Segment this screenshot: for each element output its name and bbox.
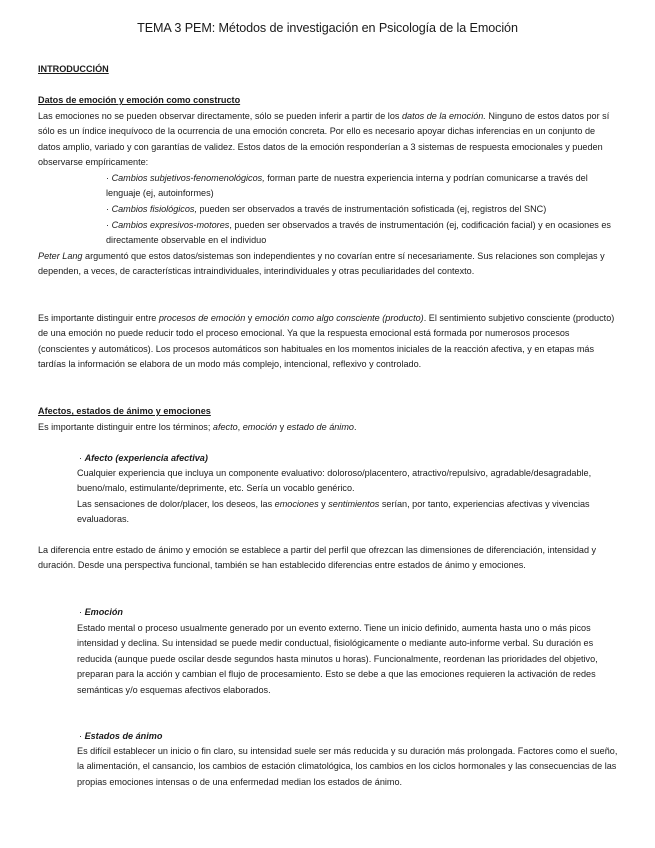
text-run: Las emociones no se pueden observar directamente, sólo se pueden inferir a partir de los (38, 111, 402, 121)
bullet-dot: · (106, 204, 112, 214)
definition-text-emocion: Estado mental o proceso usualmente generado por un evento externo. Tiene un inicio definido, aumenta hasta uno o más picos intensidad y declina. Su intensidad se puede medir conductual, fisiológicamente o mediante auto-informe verbal. Su duración es reducida (aunque puede oscilar desde segundos hasta minutos u horas). Funcionalmente, reordenan las prioridades del objetivo, preparan para la acción y cambian el flujo de procesamiento. Esto se debe a que las emociones requieren la activación de redes semánticas y/o esquemas afectivos elaborados. (77, 623, 598, 695)
paragraph-procesos-emocion (38, 311, 618, 373)
emphasis-estados-title: Estados de ánimo (84, 731, 163, 741)
subsection-heading-datos: Datos de emoción y emoción como constructo (38, 95, 241, 105)
emphasis-afecto-title: Afecto (experiencia afectiva) (84, 453, 208, 463)
definition-text-afecto: Cualquier experiencia que incluya un componente evaluativo: doloroso/placentero, atractivo/repulsivo, agradable/desagradable, bueno/malo, estimulante/deprimente, etc. Sería un vocablo genérico. (77, 468, 592, 494)
emphasis-expresivos: Cambios expresivos-motores (111, 220, 230, 230)
text-run: y (245, 313, 255, 323)
emphasis-subjetivos: Cambios subjetivos-fenomenológicos, (111, 173, 265, 183)
text-run: , pueden ser observados a través de instrumentación (ej, codificación facial) y en ocasiones es directamente observable en el individuo (106, 220, 611, 246)
list-item-expresivos (106, 218, 616, 249)
emphasis-estado-animo: estado de ánimo (286, 422, 354, 432)
bullet-dot: · (79, 607, 85, 617)
paragraph-distinguir-terminos (38, 420, 618, 435)
definition-text-afecto-2 (77, 497, 621, 528)
text-run: argumentó que estos datos/sistemas son independientes y no covarían entre sí necesariamente. Sus relaciones son complejas y dependen, a veces, de características intraindividuales, interindividuales y otras peculiaridades del contexto. (38, 251, 605, 277)
text-run: y (318, 499, 329, 509)
text-run: Ninguno de estos datos por sí sólo es un índice inequívoco de la ocurrencia de una emoción concreta. Por ello es necesario apoyar dichas inferencias en un conjunto de datos amplio, variado y con garantías de validez. Estos datos de la emoción responderían a 3 sistemas de respuesta emocionales y pueden observarse empíricamente: (38, 111, 610, 168)
emphasis-afecto: afecto (212, 422, 238, 432)
text-run: forman parte de nuestra experiencia interna y podrían comunicarse a través del lenguaje (ej, autoinformes) (106, 173, 588, 199)
paragraph-datos-emocion (38, 109, 618, 171)
bullet-dot: · (106, 173, 112, 183)
emphasis-emocion: emoción (242, 422, 278, 432)
paragraph-peter-lang (38, 249, 618, 280)
definition-text-estados: Es difícil establecer un inicio o fin claro, su intensidad suele ser más reducida y su duración más prolongada. Factores como el sueño, la alimentación, el cansancio, los cambios de estación climatológica, los cambios en los ciclos hormonales y las consecuencias de las propias emociones intensas o de una enfermedad median los estados de ánimo. (77, 746, 618, 787)
emphasis-emociones: emociones (274, 499, 319, 509)
bullet-dot: · (106, 220, 112, 230)
bullet-dot: · (79, 731, 85, 741)
emphasis-producto: emoción como algo consciente (producto) (254, 313, 424, 323)
text-run: Es importante distinguir entre (38, 313, 159, 323)
text-run: serían, por tanto, experiencias afectivas y vivencias evaluadoras. (77, 499, 590, 525)
text-run: Las sensaciones de dolor/placer, los deseos, las (77, 499, 275, 509)
text-run: . (353, 422, 357, 432)
bullet-dot: · (79, 453, 85, 463)
subsection-heading-afectos: Afectos, estados de ánimo y emociones (38, 406, 211, 416)
text-run: , (237, 422, 243, 432)
text-run: . El sentimiento subjetivo consciente (producto) de una emoción no puede reducir todo el proceso emocional. Ya que la respuesta emocional está formada por numerosos procesos (conscientes y automáticos). Los procesos automáticos son habituales en los momentos iniciales de la reacción afectiva, y en etapas más tardías la información se elabora de un modo más complejo, intencional, reflexivo y controlado. (38, 313, 615, 370)
paragraph-diferencia: La diferencia entre estado de ánimo y emoción se establece a partir del perfil que ofrezcan las dimensiones de diferenciación, intensidad y duración. Desde una perspectiva funcional, también se han establecido diferencias entre estados de ánimo y emociones. (38, 545, 597, 571)
emphasis-sentimientos: sentimientos (328, 499, 380, 509)
text-run: pueden ser observados a través de instrumentación sofisticada (ej, registros del SNC) (196, 204, 547, 214)
emphasis-fisiologicos: Cambios fisiológicos, (111, 204, 197, 214)
document-title: TEMA 3 PEM: Métodos de investigación en Psicología de la Emoción (137, 21, 518, 35)
emphasis-emocion-title: Emoción (84, 607, 123, 617)
definition-title-emocion (79, 605, 619, 620)
text-run: y (277, 422, 287, 432)
text-run: Es importante distinguir entre los términos; (38, 422, 213, 432)
emphasis-datos-emocion: datos de la emoción. (401, 111, 486, 121)
definition-title-afecto (79, 451, 619, 466)
emphasis-procesos: procesos de emoción (158, 313, 246, 323)
section-heading-introduccion: INTRODUCCIÓN (38, 64, 109, 74)
definition-title-estados (79, 729, 619, 744)
list-item-fisiologicos (106, 202, 616, 217)
list-item-subjetivos (106, 171, 616, 202)
emphasis-peter-lang: Peter Lang (38, 251, 83, 261)
